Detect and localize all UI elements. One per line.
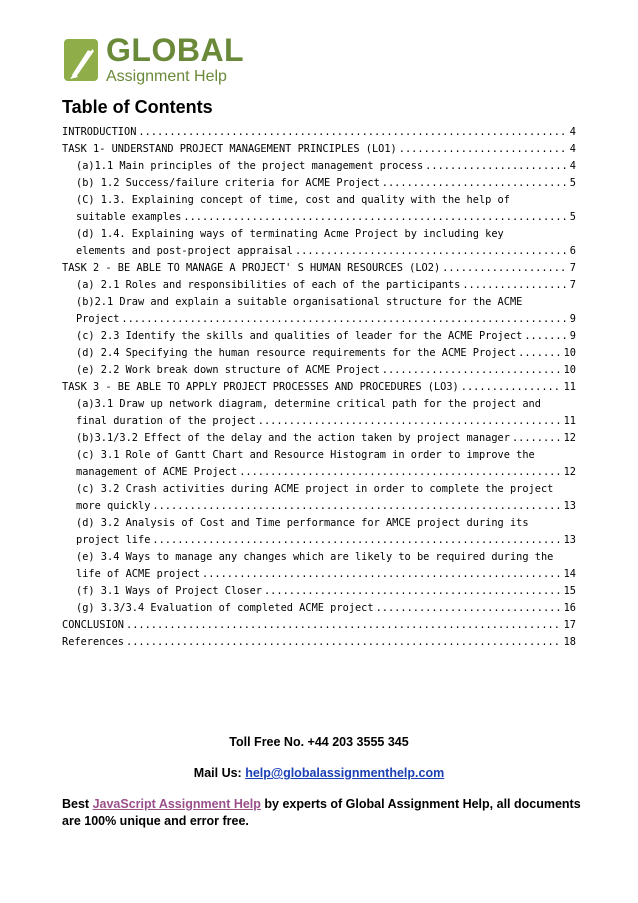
toc-entry[interactable] (62, 413, 576, 430)
toc-entry-text: (a) 2.1 Roles and responsibilities of each of the participants (76, 279, 461, 291)
toc-page-number: 16 (563, 602, 576, 614)
toc-leader-dots (258, 413, 560, 430)
toc-page-number: 7 (569, 262, 576, 274)
toc-entry-text: (e) 3.4 Ways to manage any changes which are likely to be required during the (76, 551, 554, 563)
toc-page-number: 17 (563, 619, 576, 631)
toc-leader-dots (462, 277, 565, 294)
toc-page-number: 18 (563, 636, 576, 648)
promo-prefix: Best (62, 797, 93, 811)
toc-leader-dots (442, 260, 566, 277)
promo-text (62, 796, 582, 830)
toc-entry[interactable] (62, 192, 576, 209)
toc-entry-text: management of ACME Project (76, 466, 238, 478)
toc-entry-text: (C) 1.3. Explaining concept of time, cost and quality with the help of (76, 194, 510, 206)
toll-free-number: Toll Free No. +44 203 3555 345 (229, 735, 409, 749)
promo-link[interactable]: JavaScript Assignment Help (92, 797, 261, 811)
toc-page-number: 14 (563, 568, 576, 580)
toc-entry[interactable] (62, 498, 576, 515)
toc-entry-text: life of ACME project (76, 568, 200, 580)
toc-entry[interactable] (62, 583, 576, 600)
toc-title: Table of Contents (62, 97, 213, 117)
toc-leader-dots (239, 464, 559, 481)
toc-entry-text: (c) 3.2 Crash activities during ACME project in order to complete the project (76, 483, 554, 495)
toc-leader-dots (126, 617, 560, 634)
toc-page-number: 6 (569, 245, 576, 257)
toc-entry-text: (b) 1.2 Success/failure criteria for ACME Project (76, 177, 380, 189)
toc-entry-text: (g) 3.3/3.4 Evaluation of completed ACME project (76, 602, 374, 614)
toc-entry[interactable] (62, 328, 576, 345)
toc-page-number: 4 (569, 160, 576, 172)
toc-leader-dots (152, 532, 559, 549)
toc-entry[interactable] (62, 260, 576, 277)
toc-entry[interactable] (62, 226, 576, 243)
toc-page-number: 5 (569, 211, 576, 223)
toc-entry-text: TASK 3 - BE ABLE TO APPLY PROJECT PROCESSES AND PROCEDURES (LO3) (62, 381, 459, 393)
toc-leader-dots (138, 124, 565, 141)
mail-line (0, 766, 638, 780)
toc-leader-dots (382, 175, 566, 192)
toc-entry[interactable] (62, 549, 576, 566)
toc-entry[interactable] (62, 345, 576, 362)
toc-page-number: 10 (563, 347, 576, 359)
logo-text (106, 34, 244, 86)
logo-brand: GLOBAL (106, 32, 245, 68)
toc-leader-dots (461, 379, 560, 396)
toc-entry-text: CONCLUSION (62, 619, 124, 631)
toc-leader-dots (152, 498, 559, 515)
toc-entry[interactable] (62, 396, 576, 413)
toc-entry[interactable] (62, 447, 576, 464)
toc-entry-text: (d) 3.2 Analysis of Cost and Time performance for AMCE project during its (76, 517, 529, 529)
toc-entry-text: final duration of the project (76, 415, 256, 427)
toc-entry[interactable] (62, 617, 576, 634)
toc-leader-dots (202, 566, 560, 583)
toc-entry[interactable] (62, 634, 576, 651)
toc-entry[interactable] (62, 141, 576, 158)
toc-entry-text: (c) 3.1 Role of Gantt Chart and Resource Histogram in order to improve the (76, 449, 535, 461)
toc-entry[interactable] (62, 243, 576, 260)
toc-page-number: 15 (563, 585, 576, 597)
toc-entry-text: (d) 1.4. Explaining ways of terminating Acme Project by including key (76, 228, 504, 240)
toc-leader-dots (382, 362, 560, 379)
toc-entry[interactable] (62, 158, 576, 175)
toc-entry-text: more quickly (76, 500, 151, 512)
toc-entry[interactable] (62, 209, 576, 226)
logo-subtitle: Assignment Help (106, 68, 227, 85)
toc-entry[interactable] (62, 311, 576, 328)
toc-page-number: 4 (569, 143, 576, 155)
toc-page-number: 9 (569, 330, 576, 342)
toc-leader-dots (399, 141, 566, 158)
toc-entry-text: (b)3.1/3.2 Effect of the delay and the action taken by project manager (76, 432, 510, 444)
promo-suffix: by experts of Global Assignment Help, all documents are 100% unique and error free. (62, 797, 581, 828)
mail-label: Mail Us: (193, 766, 246, 780)
toc-page-number: 11 (563, 415, 576, 427)
toc-page-number: 10 (563, 364, 576, 376)
toc-entry-text: (c) 2.3 Identify the skills and qualities of leader for the ACME Project (76, 330, 523, 342)
toc-leader-dots (512, 430, 560, 447)
toc-page-number: 13 (563, 500, 576, 512)
toc-entry-text: (f) 3.1 Ways of Project Closer (76, 585, 262, 597)
toc-entry-text: (a)1.1 Main principles of the project management process (76, 160, 424, 172)
toc-entry-text: suitable examples (76, 211, 182, 223)
toc-entry[interactable] (62, 515, 576, 532)
toc-entry-text: TASK 2 - BE ABLE TO MANAGE A PROJECT' S HUMAN RESOURCES (LO2) (62, 262, 441, 274)
toc-leader-dots (295, 243, 566, 260)
table-of-contents (62, 124, 576, 651)
toc-leader-dots (264, 583, 560, 600)
toc-entry-text: elements and post-project appraisal (76, 245, 293, 257)
toc-entry[interactable] (62, 124, 576, 141)
toc-entry-text: References (62, 636, 124, 648)
toc-page-number: 9 (569, 313, 576, 325)
toc-entry-text: TASK 1- UNDERSTAND PROJECT MANAGEMENT PRINCIPLES (LO1) (62, 143, 397, 155)
toc-entry[interactable] (62, 566, 576, 583)
toc-entry[interactable] (62, 294, 576, 311)
toc-entry-text: INTRODUCTION (62, 126, 137, 138)
toc-entry[interactable] (62, 600, 576, 617)
toc-page-number: 13 (563, 534, 576, 546)
toc-entry[interactable] (62, 379, 576, 396)
pen-nib-icon (62, 33, 102, 85)
toc-entry-text: (d) 2.4 Specifying the human resource requirements for the ACME Project (76, 347, 517, 359)
toc-page-number: 11 (563, 381, 576, 393)
toc-entry-text: (a)3.1 Draw up network diagram, determine critical path for the project and (76, 398, 541, 410)
toc-leader-dots (376, 600, 560, 617)
toc-entry-text: (e) 2.2 Work break down structure of ACME Project (76, 364, 380, 376)
toc-leader-dots (425, 158, 566, 175)
toc-entry[interactable] (62, 175, 576, 192)
toc-entry[interactable] (62, 430, 576, 447)
toc-page-number: 5 (569, 177, 576, 189)
toc-page-number: 12 (563, 466, 576, 478)
toc-entry-text: project life (76, 534, 151, 546)
toc-page-number: 7 (569, 279, 576, 291)
toc-entry[interactable] (62, 481, 576, 498)
mail-link[interactable]: help@globalassignmenthelp.com (245, 766, 445, 780)
toc-leader-dots (121, 311, 565, 328)
toc-entry[interactable] (62, 277, 576, 294)
toc-entry-text: Project (76, 313, 120, 325)
toc-leader-dots (183, 209, 565, 226)
toc-page-number: 4 (569, 126, 576, 138)
toc-leader-dots (126, 634, 560, 651)
toc-leader-dots (518, 345, 559, 362)
toc-entry-text: (b)2.1 Draw and explain a suitable organisational structure for the ACME (76, 296, 523, 308)
toc-entry[interactable] (62, 532, 576, 549)
toc-entry[interactable] (62, 362, 576, 379)
toc-leader-dots (524, 328, 565, 345)
toc-page-number: 12 (563, 432, 576, 444)
toc-entry[interactable] (62, 464, 576, 481)
